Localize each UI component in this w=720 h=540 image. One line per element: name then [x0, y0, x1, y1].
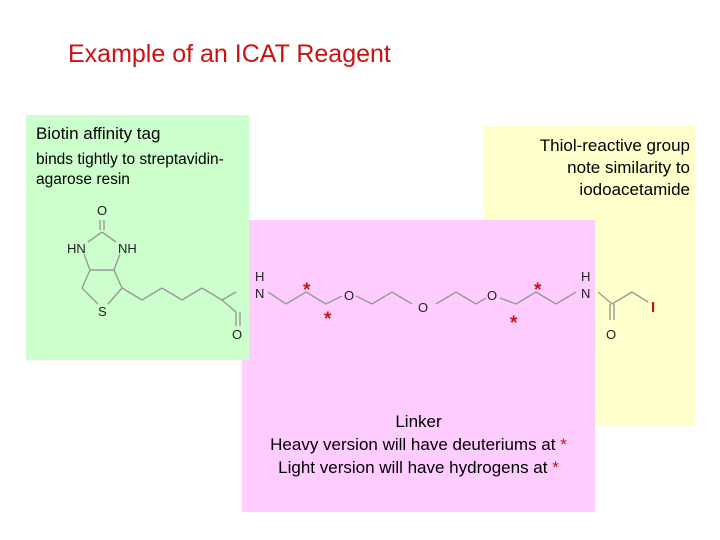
star-marker-3: *: [534, 280, 542, 301]
thiol-line-1: Thiol-reactive group: [539, 136, 690, 155]
star-marker-1: *: [303, 280, 311, 301]
linker-title: Linker: [395, 412, 442, 431]
linker-light-line: [242, 456, 595, 479]
star-marker-2: *: [324, 309, 332, 330]
atom-label-h-2: H: [581, 269, 591, 284]
atom-label-amide-o-2: O: [606, 327, 617, 342]
biotin-description: binds tightly to streptavidin-agarose resin: [36, 151, 224, 188]
atom-label-ether-o-1: O: [344, 288, 355, 303]
linker-light-text: Light version will have hydrogens at: [278, 458, 553, 477]
linker-heavy-line: [242, 433, 595, 456]
thiol-line-3: iodoacetamide: [579, 180, 690, 199]
thiol-line-2: note similarity to: [567, 158, 690, 177]
atom-label-ether-o-3: O: [487, 288, 498, 303]
atom-label-iodine: I: [651, 299, 656, 316]
molecule-bonds: [82, 220, 648, 326]
atom-label-h-1: H: [255, 269, 265, 284]
page-title: Example of an ICAT Reagent: [68, 40, 391, 68]
atom-label-ether-o-2: O: [418, 300, 429, 315]
atom-label-n-2: N: [581, 286, 591, 301]
atom-label-amide-o-1: O: [232, 327, 243, 342]
atom-labels: [67, 203, 616, 342]
atom-label-nh: NH: [118, 241, 137, 256]
atom-label-n-1: N: [255, 286, 265, 301]
atom-label-s: S: [98, 304, 107, 319]
star-marker-4: *: [510, 313, 518, 334]
linker-heavy-text: Heavy version will have deuteriums at: [270, 435, 561, 454]
linker-heavy-star: *: [560, 435, 567, 454]
linker-light-star: *: [552, 458, 559, 477]
linker-description: [242, 410, 595, 479]
atom-label-biotin-carbonyl-o: O: [97, 203, 108, 218]
biotin-heading: Biotin affinity tag: [36, 124, 161, 143]
atom-label-hn: HN: [67, 241, 86, 256]
